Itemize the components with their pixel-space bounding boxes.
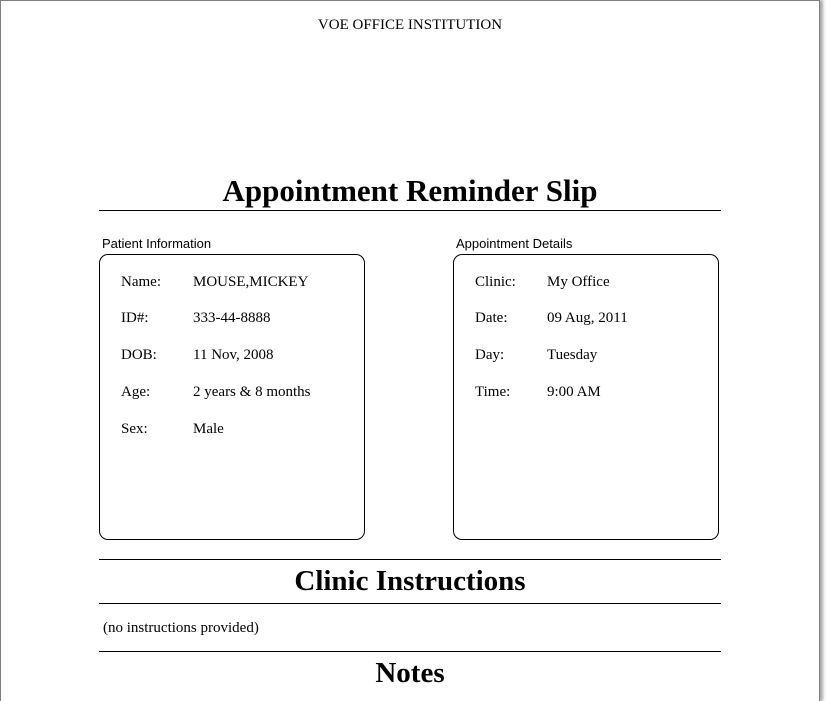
patient-sex-value: Male — [193, 421, 224, 437]
field-label: Clinic: — [475, 274, 516, 290]
field-label: Sex: — [121, 421, 148, 437]
title-divider — [99, 210, 721, 211]
patient-dob-value: 11 Nov, 2008 — [193, 347, 274, 363]
patient-info-label: Patient Information — [102, 236, 212, 251]
instructions-text: (no instructions provided) — [103, 620, 259, 636]
appointment-day-value: Tuesday — [547, 347, 598, 363]
appointment-details-box — [453, 254, 719, 540]
field-label: ID#: — [121, 310, 149, 326]
patient-name-value: MOUSE,MICKEY — [193, 274, 309, 290]
instructions-top-divider — [99, 559, 721, 560]
appointment-details-label: Appointment Details — [456, 236, 573, 251]
appointment-time-value: 9:00 AM — [547, 384, 601, 400]
field-label: Date: — [475, 310, 508, 326]
instructions-bottom-divider — [99, 603, 721, 604]
patient-age-value: 2 years & 8 months — [193, 384, 311, 400]
notes-top-divider — [99, 651, 721, 652]
appointment-clinic-value: My Office — [547, 274, 610, 290]
field-label: DOB: — [121, 347, 157, 363]
field-label: Day: — [475, 347, 505, 363]
notes-heading: Notes — [375, 657, 445, 689]
patient-id-value: 333-44-8888 — [193, 310, 271, 326]
field-label: Age: — [121, 384, 151, 400]
field-label: Name: — [121, 274, 161, 290]
instructions-heading: Clinic Instructions — [294, 565, 526, 597]
field-label: Time: — [475, 384, 511, 400]
institution-name: VOE OFFICE INSTITUTION — [317, 17, 503, 33]
patient-info-box — [99, 254, 365, 540]
page-title: Appointment Reminder Slip — [222, 173, 598, 208]
appointment-date-value: 09 Aug, 2011 — [547, 310, 628, 326]
